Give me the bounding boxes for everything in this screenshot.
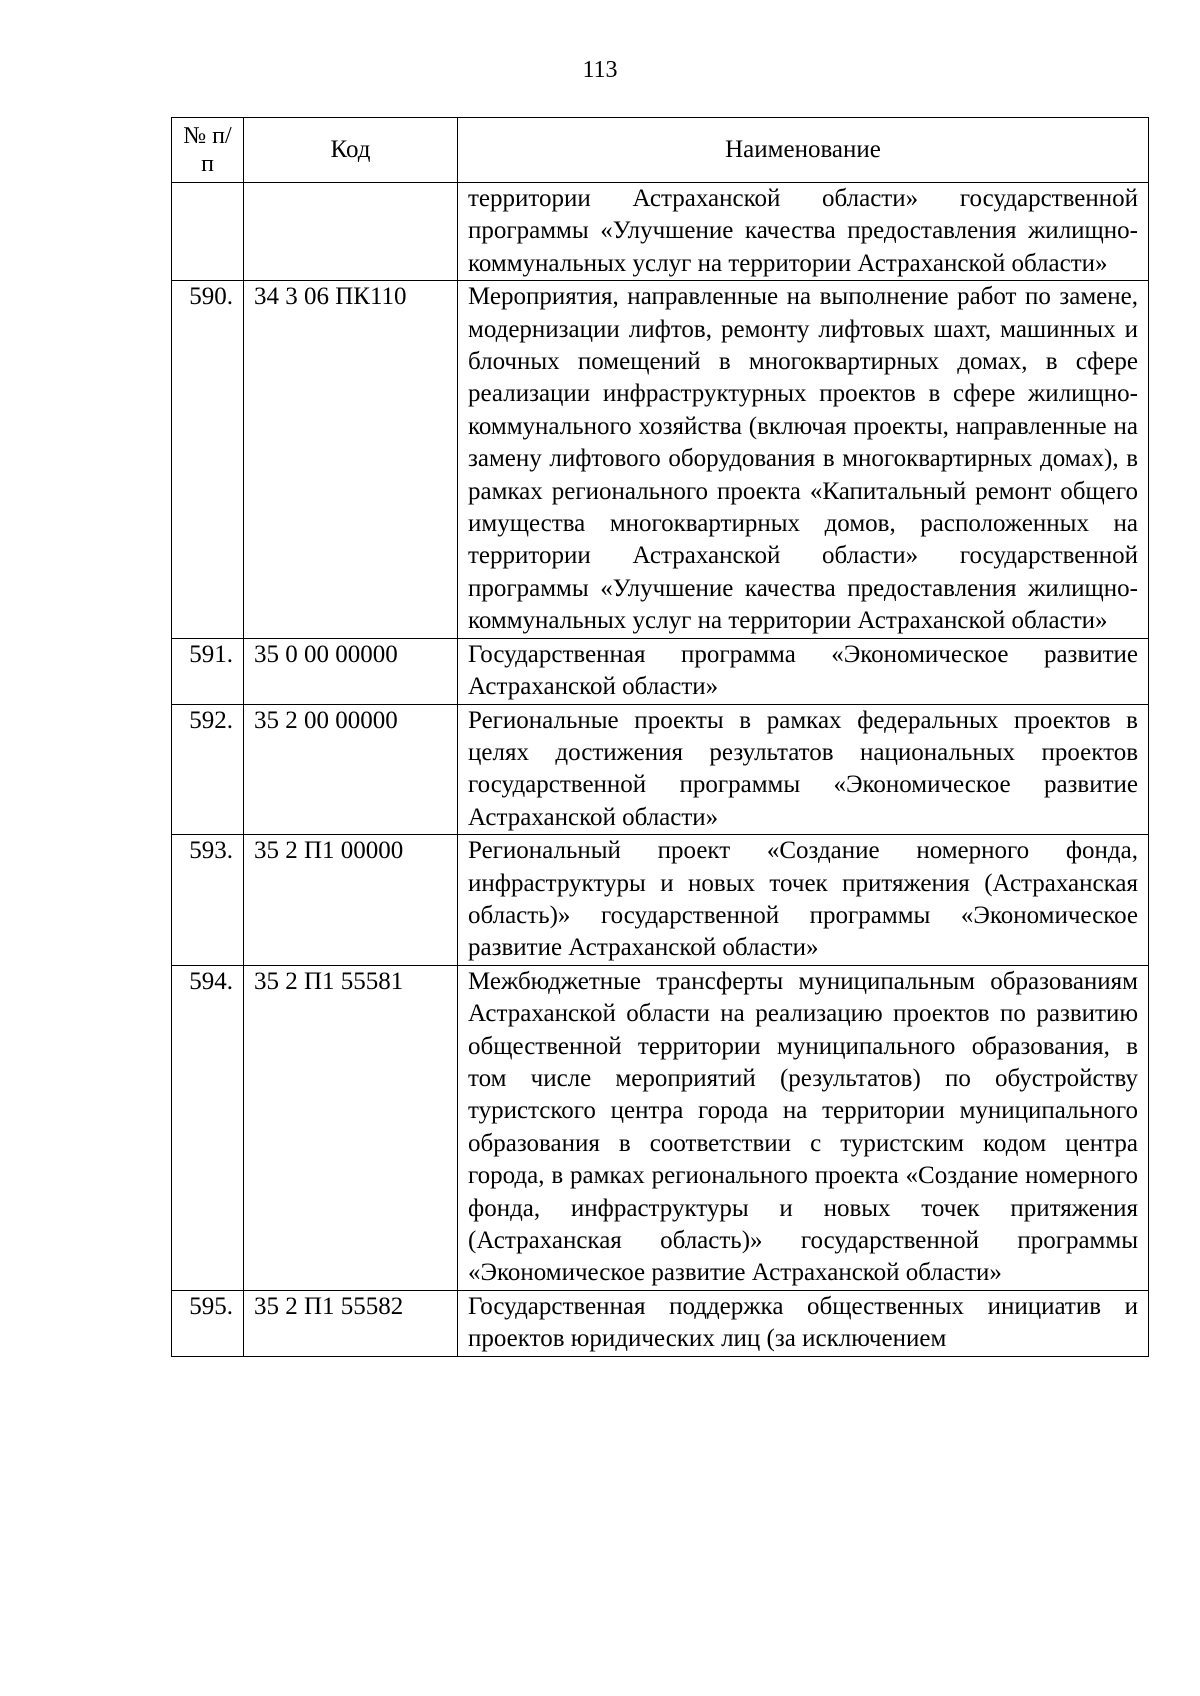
row-code: 35 2 00 00000: [244, 704, 458, 835]
row-name: территории Астраханской области» государственной программы «Улучшение качества предоставления жилищно-коммунальных услуг на территории Астраханской области»: [458, 183, 1149, 281]
header-num: № п/п: [172, 118, 244, 183]
row-code: 35 2 П1 55582: [244, 1290, 458, 1356]
header-name: Наименование: [458, 118, 1149, 183]
row-name: Региональный проект «Создание номерного фонда, инфраструктуры и новых точек притяжения (Астраханская область)» государственной программы «Экономическое развитие Астраханской области»: [458, 835, 1149, 966]
row-num: [172, 183, 244, 281]
row-num: 591.: [172, 638, 244, 704]
table-row: [172, 183, 1149, 281]
row-code: 35 2 П1 00000: [244, 835, 458, 966]
header-code: Код: [244, 118, 458, 183]
table-row: [172, 281, 1149, 638]
classification-table: [171, 117, 1149, 1357]
row-num: 592.: [172, 704, 244, 835]
table-header-row: [172, 118, 1149, 183]
row-code: 35 0 00 00000: [244, 638, 458, 704]
row-name: Государственная программа «Экономическое развитие Астраханской области»: [458, 638, 1149, 704]
row-code: 35 2 П1 55581: [244, 965, 458, 1290]
row-num: 594.: [172, 965, 244, 1290]
row-code: 34 3 06 ПК110: [244, 281, 458, 638]
row-code: [244, 183, 458, 281]
table-row: [172, 1290, 1149, 1356]
table-row: [172, 704, 1149, 835]
row-name: Региональные проекты в рамках федеральных проектов в целях достижения результатов национальных проектов государственной программы «Экономическое развитие Астраханской области»: [458, 704, 1149, 835]
table-row: [172, 835, 1149, 966]
row-num: 595.: [172, 1290, 244, 1356]
row-num: 590.: [172, 281, 244, 638]
row-name: Межбюджетные трансферты муниципальным образованиям Астраханской области на реализацию проектов по развитию общественной территории муниципального образования, в том числе мероприятий (результатов) по обустройству туристского центра города на территории муниципального образования в соответствии с туристским кодом центра города, в рамках регионального проекта «Создание номерного фонда, инфраструктуры и новых точек притяжения (Астраханская область)» государственной программы «Экономическое развитие Астраханской области»: [458, 965, 1149, 1290]
table-row: [172, 965, 1149, 1290]
table-row: [172, 638, 1149, 704]
row-name: Государственная поддержка общественных инициатив и проектов юридических лиц (за исключением: [458, 1290, 1149, 1356]
row-num: 593.: [172, 835, 244, 966]
row-name: Мероприятия, направленные на выполнение работ по замене, модернизации лифтов, ремонту лифтовых шахт, машинных и блочных помещений в многоквартирных домах, в сфере реализации инфраструктурных проектов в сфере жилищно-коммунального хозяйства (включая проекты, направленные на замену лифтового оборудования в многоквартирных домах), в рамках регионального проекта «Капитальный ремонт общего имущества многоквартирных домов, расположенных на территории Астраханской области» государственной программы «Улучшение качества предоставления жилищно-коммунальных услуг на территории Астраханской области»: [458, 281, 1149, 638]
page-number: 113: [582, 57, 618, 83]
